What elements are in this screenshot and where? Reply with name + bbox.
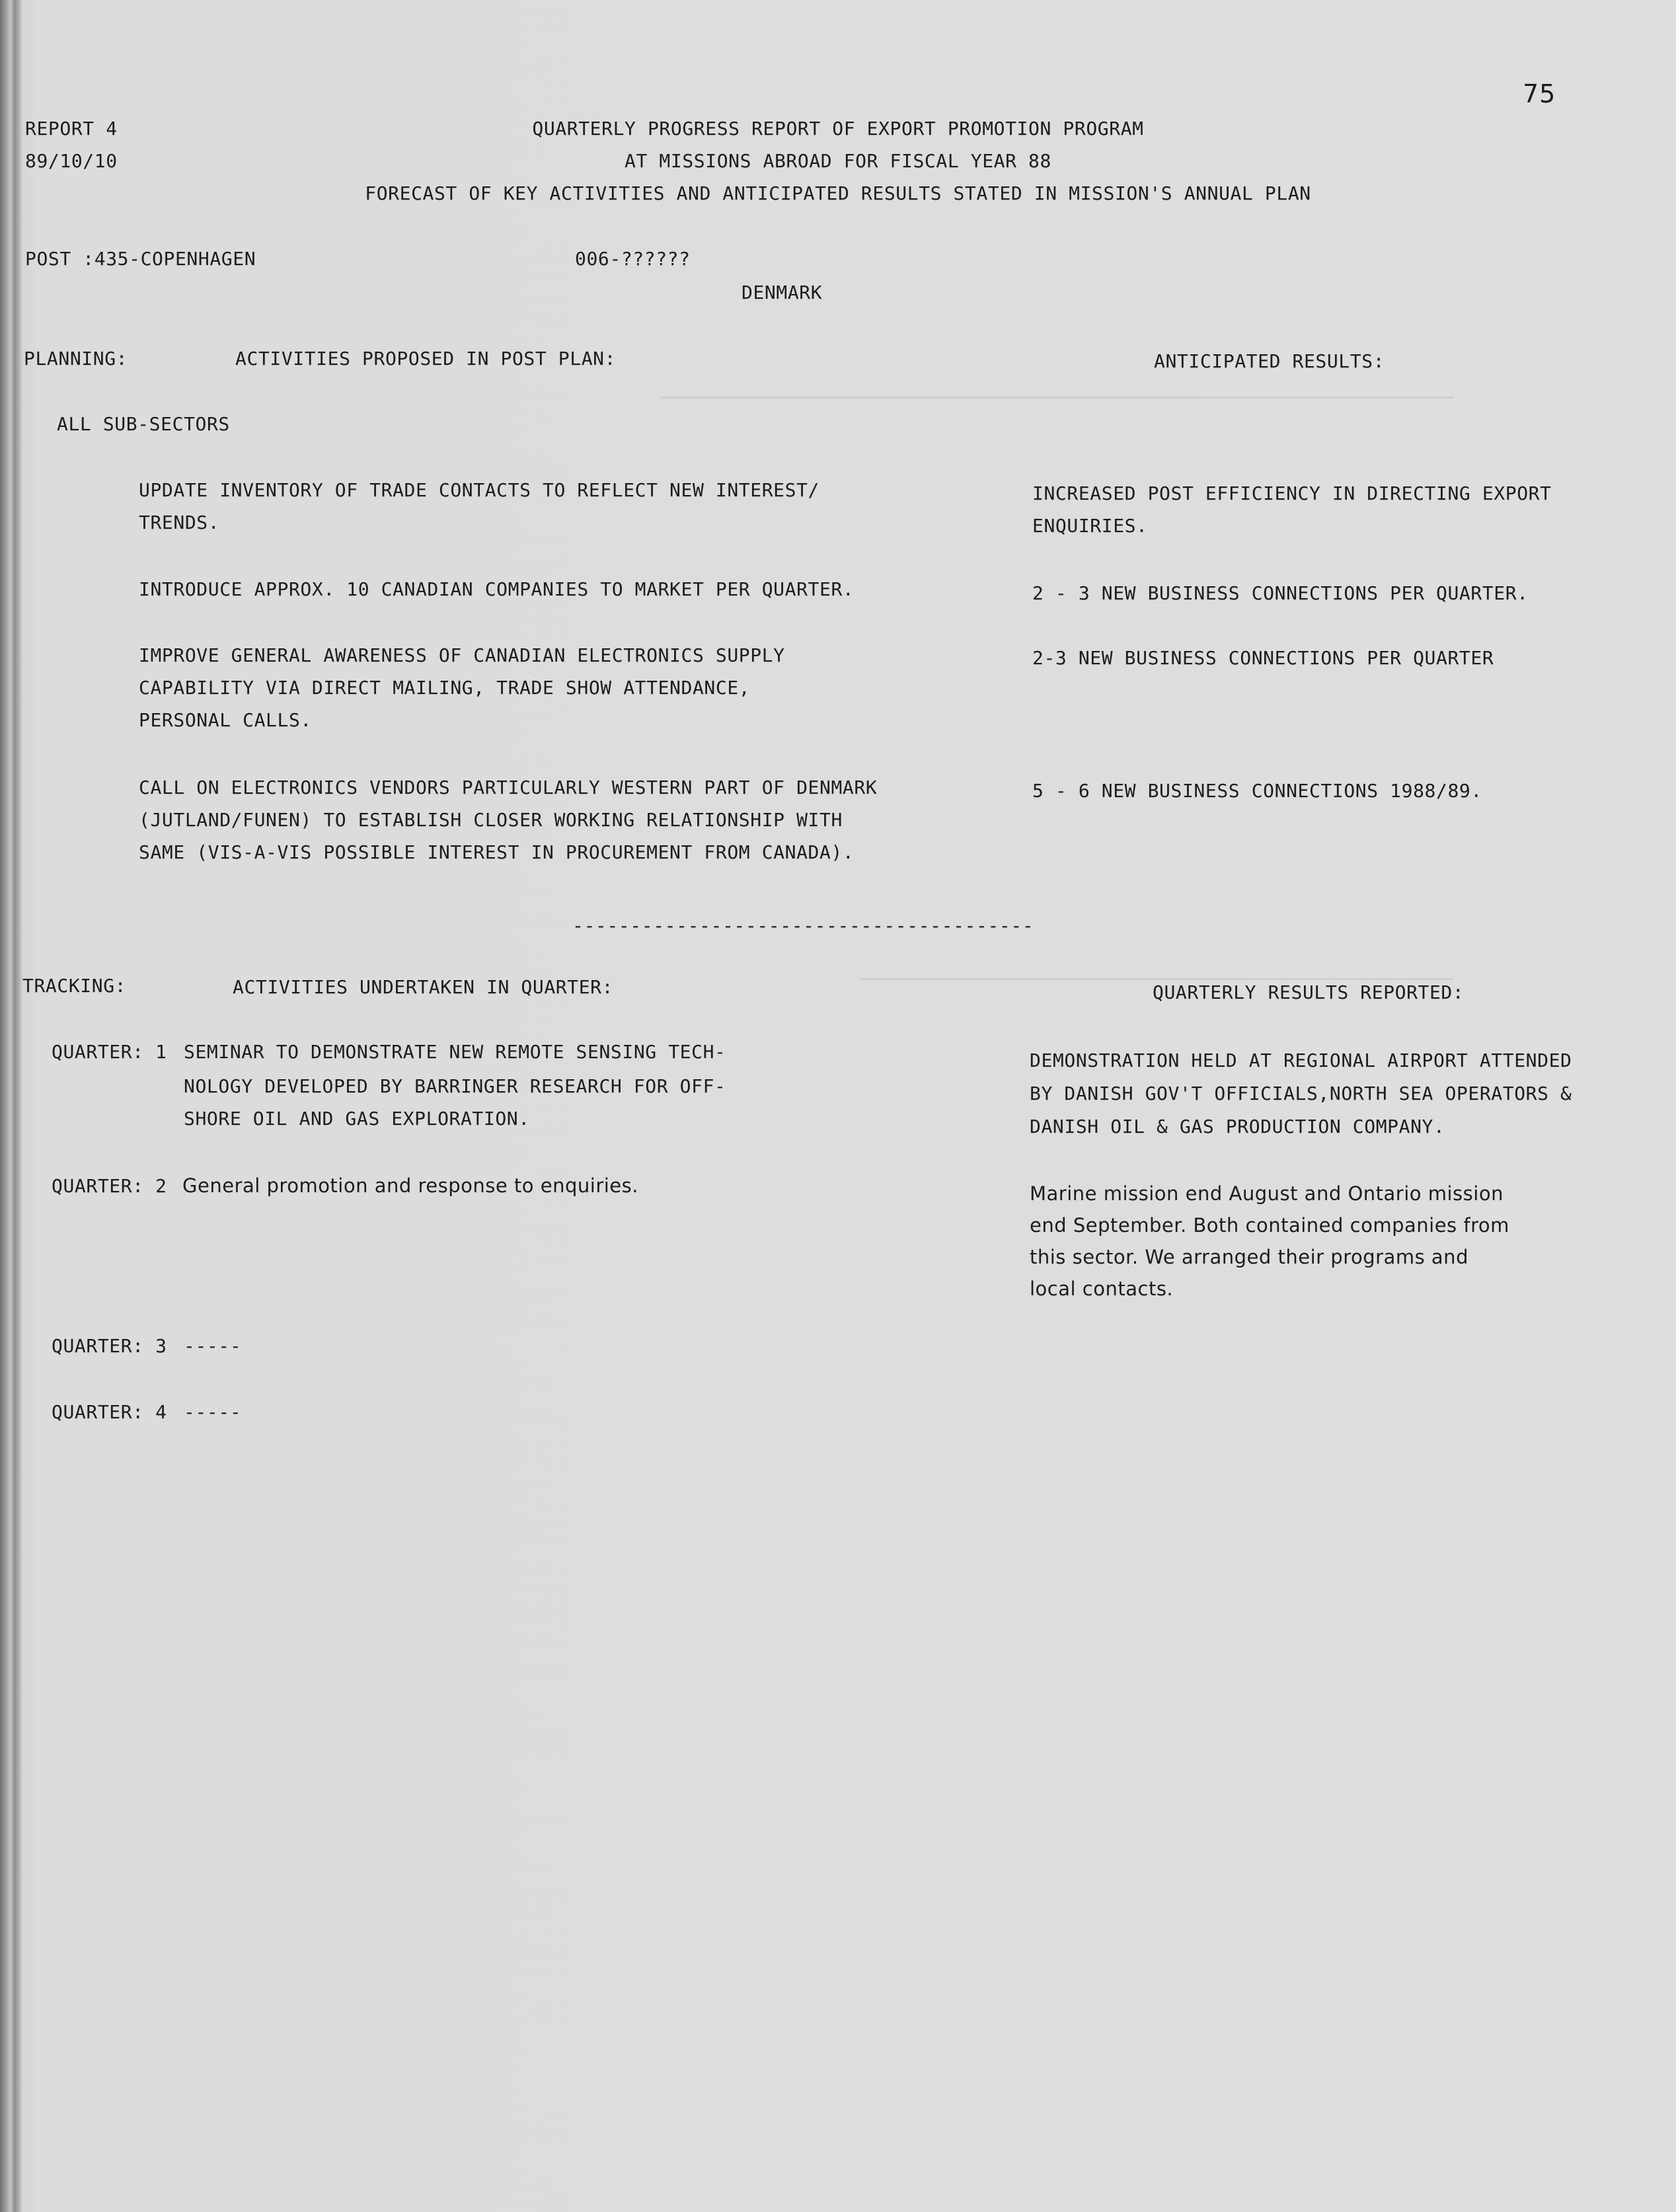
anticipated-result-line: INCREASED POST EFFICIENCY IN DIRECTING EXPORT [1032, 482, 1552, 504]
report-title-line-1: QUARTERLY PROGRESS REPORT OF EXPORT PROMOTION PROGRAM [532, 118, 1144, 139]
quarter-label: QUARTER: 1 [52, 1041, 167, 1063]
tracking-results-heading: QUARTERLY RESULTS REPORTED: [1153, 981, 1465, 1003]
quarter-activity-line: SEMINAR TO DEMONSTRATE NEW REMOTE SENSING TECH- [184, 1041, 726, 1063]
anticipated-result-line: 2 - 3 NEW BUSINESS CONNECTIONS PER QUARTER. [1032, 582, 1529, 604]
quarter-activity-line: NOLOGY DEVELOPED BY BARRINGER RESEARCH FOR OFF- [184, 1075, 726, 1097]
quarter-label: QUARTER: 4 [52, 1401, 167, 1423]
report-number: REPORT 4 [25, 118, 118, 139]
planning-results-heading: ANTICIPATED RESULTS: [1154, 350, 1385, 372]
page-number: 75 [1523, 79, 1556, 108]
binding-edge [0, 0, 22, 2212]
report-title-line-2: AT MISSIONS ABROAD FOR FISCAL YEAR 88 [625, 150, 1051, 172]
post-code: 006-?????? [575, 248, 691, 270]
quarter-activity-line: ----- [184, 1401, 242, 1423]
planning-label: PLANNING: [24, 348, 128, 369]
section-separator: ---------------------------------------- [572, 915, 1034, 936]
bleed-through-mark [661, 397, 1454, 414]
planning-activities-heading: ACTIVITIES PROPOSED IN POST PLAN: [235, 348, 617, 369]
quarter-activity-line: General promotion and response to enquiries. [182, 1174, 638, 1197]
quarter-result-line: this sector. We arranged their programs and [1030, 1246, 1468, 1268]
post-country: DENMARK [742, 282, 823, 303]
quarter-activity-line: ----- [184, 1335, 242, 1357]
tracking-label: TRACKING: [22, 975, 127, 997]
quarter-result-line: end September. Both contained companies from [1030, 1214, 1509, 1237]
planned-activity-line: IMPROVE GENERAL AWARENESS OF CANADIAN ELECTRONICS SUPPLY [139, 644, 785, 666]
planned-activity-line: TRENDS. [139, 512, 220, 533]
report-date: 89/10/10 [25, 150, 118, 172]
tracking-activities-heading: ACTIVITIES UNDERTAKEN IN QUARTER: [233, 976, 614, 998]
planned-activity-line: PERSONAL CALLS. [139, 709, 312, 731]
quarter-label: QUARTER: 2 [52, 1175, 167, 1197]
quarter-result-line: BY DANISH GOV'T OFFICIALS,NORTH SEA OPERATORS & [1030, 1083, 1572, 1104]
sector-label: ALL SUB-SECTORS [57, 413, 230, 435]
planned-activity-line: CAPABILITY VIA DIRECT MAILING, TRADE SHOW ATTENDANCE, [139, 677, 751, 699]
anticipated-result-line: ENQUIRIES. [1032, 515, 1148, 537]
planned-activity-line: SAME (VIS-A-VIS POSSIBLE INTEREST IN PROCUREMENT FROM CANADA). [139, 841, 855, 863]
quarter-result-line: DEMONSTRATION HELD AT REGIONAL AIRPORT ATTENDED [1030, 1049, 1572, 1071]
planned-activity-line: (JUTLAND/FUNEN) TO ESTABLISH CLOSER WORKING RELATIONSHIP WITH [139, 809, 843, 831]
report-title-line-3: FORECAST OF KEY ACTIVITIES AND ANTICIPATED RESULTS STATED IN MISSION'S ANNUAL PLAN [365, 182, 1311, 204]
planned-activity-line: UPDATE INVENTORY OF TRADE CONTACTS TO REFLECT NEW INTEREST/ [139, 479, 819, 501]
quarter-result-line: Marine mission end August and Ontario mission [1030, 1182, 1504, 1205]
anticipated-result-line: 5 - 6 NEW BUSINESS CONNECTIONS 1988/89. [1032, 780, 1482, 802]
quarter-result-line: DANISH OIL & GAS PRODUCTION COMPANY. [1030, 1116, 1445, 1137]
quarter-label: QUARTER: 3 [52, 1335, 167, 1357]
anticipated-result-line: 2-3 NEW BUSINESS CONNECTIONS PER QUARTER [1032, 647, 1494, 669]
planned-activity-line: INTRODUCE APPROX. 10 CANADIAN COMPANIES TO MARKET PER QUARTER. [139, 578, 855, 600]
post-label: POST :435-COPENHAGEN [25, 248, 256, 270]
planned-activity-line: CALL ON ELECTRONICS VENDORS PARTICULARLY WESTERN PART OF DENMARK [139, 777, 878, 798]
quarter-result-line: local contacts. [1030, 1278, 1174, 1300]
quarter-activity-line: SHORE OIL AND GAS EXPLORATION. [184, 1108, 530, 1129]
